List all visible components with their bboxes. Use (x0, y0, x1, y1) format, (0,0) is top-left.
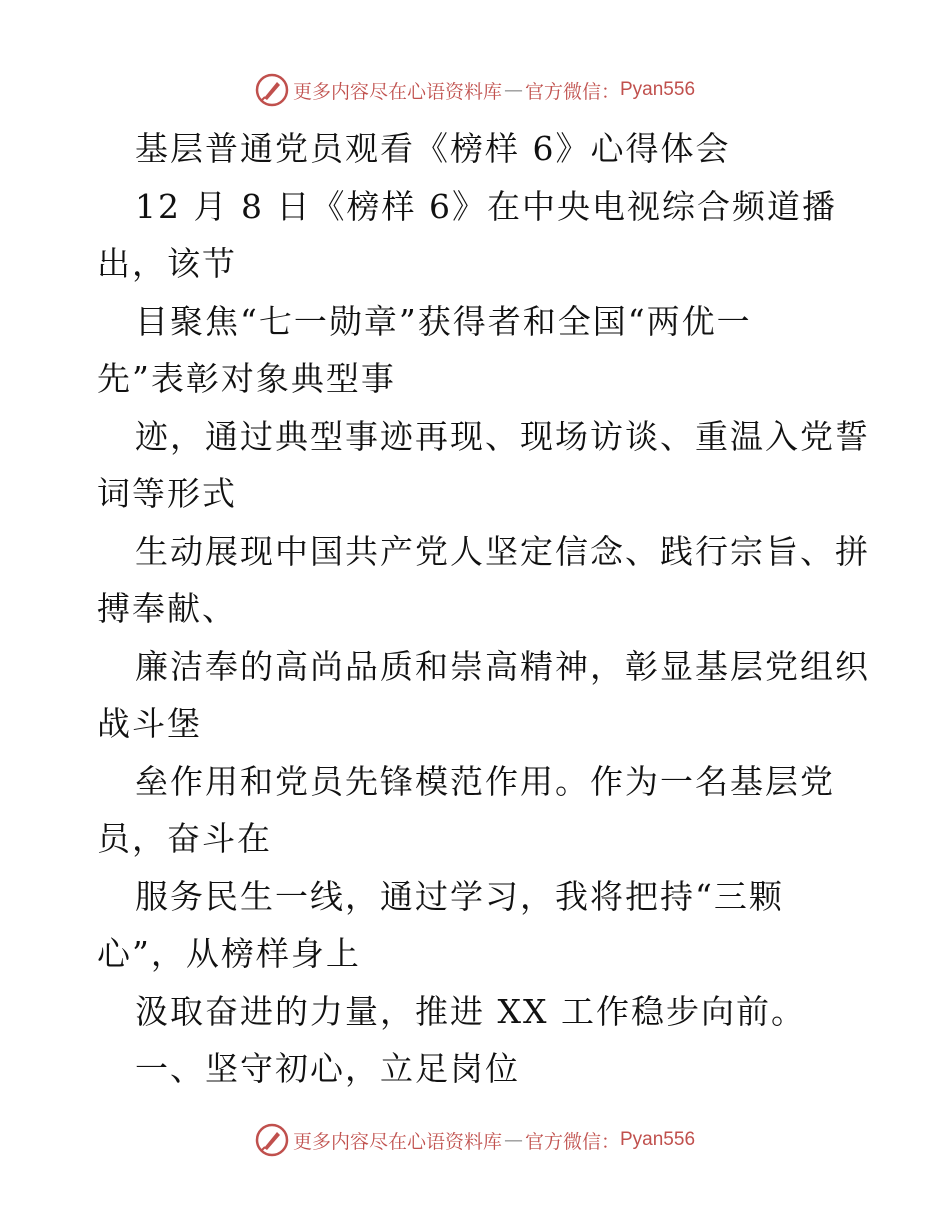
paragraph-line: 12 月 8 日《榜样 6》在中央电视综合频道播 (135, 186, 837, 226)
watermark-account-label: 官方微信： (524, 1130, 620, 1153)
quill-logo-icon (255, 73, 289, 107)
watermark-slogan: 更多内容尽在心语资料库 (292, 80, 502, 103)
paragraph-line: 先”表彰对象典型事 (97, 359, 396, 398)
document-body (97, 120, 870, 1098)
paragraph-line: 战斗堡 (97, 704, 202, 743)
paragraph-line: 廉洁奉的高尚品质和崇高精神，彰显基层党组织 (135, 646, 870, 686)
paragraph-line: 服务民生一线，通过学习，我将把持“三颗 (135, 876, 784, 916)
watermark-separator: — (503, 79, 523, 101)
paragraph-line: 词等形式 (97, 474, 237, 513)
watermark-account-label: 官方微信： (524, 80, 620, 103)
paragraph-line: 出，该节 (97, 244, 237, 283)
paragraph-line: 汲取奋进的力量，推进 XX 工作稳步向前。 (135, 991, 806, 1031)
paragraph-line: 搏奉献、 (97, 589, 237, 628)
paragraph-line: 员，奋斗在 (97, 819, 272, 858)
watermark-account: Pyan556 (620, 79, 696, 100)
watermark-account: Pyan556 (620, 1129, 696, 1150)
watermark-header (0, 70, 950, 110)
paragraph-line: 心”，从榜样身上 (97, 934, 361, 973)
paragraph-line: 目聚焦“七一勋章”获得者和全国“两优一 (135, 301, 752, 341)
watermark-footer (0, 1120, 950, 1160)
paragraph-line: 垒作用和党员先锋模范作用。作为一名基层党 (135, 761, 835, 801)
paragraph-line: 迹，通过典型事迹再现、现场访谈、重温入党誓 (135, 416, 870, 456)
quill-logo-icon (255, 1123, 289, 1157)
watermark-slogan: 更多内容尽在心语资料库 (292, 1130, 502, 1153)
section-heading: 一、坚守初心，立足岗位 (135, 1049, 520, 1088)
paragraph-line: 生动展现中国共产党人坚定信念、践行宗旨、拼 (135, 531, 870, 571)
watermark-separator: — (503, 1129, 523, 1151)
document-title: 基层普通党员观看《榜样 6》心得体会 (135, 129, 731, 168)
